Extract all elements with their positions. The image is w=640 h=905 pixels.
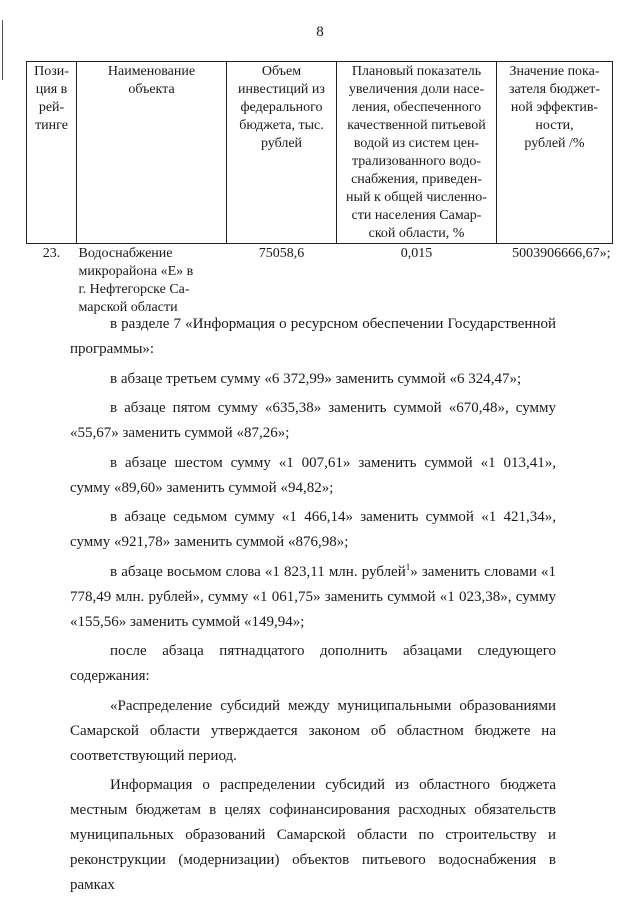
paragraph-abzac-8-start: в абзаце восьмом слова «1 823,11 млн. рублей: [110, 563, 406, 580]
header-position: Пози- ция в рей- тинге: [27, 62, 77, 244]
paragraph-abzac-8: [70, 560, 556, 635]
paragraph-abzac-3: в абзаце третьем сумму «6 372,99» заменить суммой «6 324,47»;: [110, 370, 522, 387]
paragraph-abzac-8-end: » заменить словами «1 778,49 млн. рублей», сумму «1 061,75» заменить суммой «1 023,38», сумму «155,56» заменить суммой «149,94»;: [70, 563, 556, 630]
page-number: 8: [316, 24, 324, 40]
paragraph-subsidy-information: Информация о распределении субсидий из областного бюджета местным бюджетам в целях софинансирования расходных обязательств муниципальных образований Самарской области по строительству и реконструкции (модернизации) объектов питьевого водоснабжения в рамках: [70, 777, 556, 893]
paragraph-abzac-5: в абзаце пятом сумму «635,38» заменить суммой «670,48», сумму «55,67» заменить суммой «87,26»;: [70, 400, 556, 441]
header-planned-indicator: Плановый показатель увеличения доли насе- ления, обеспеченного качественной питьевой водой из систем цен- трализованного водо- снабжения, приведен- ный к общей численно- сти населения Самар- ской области, %: [337, 62, 497, 244]
cell-planned-indicator: 0,015: [400, 246, 433, 261]
header-investment: Объем инвестиций из федерального бюджета, тыс. рублей: [227, 62, 337, 244]
paragraph-add-after-15: после абзаца пятнадцатого дополнить абзацами следующего содержания:: [70, 643, 556, 684]
document-body: [70, 312, 556, 903]
cell-efficiency: 5003906666,67»;: [512, 246, 611, 261]
cell-investment: 75058,6: [258, 246, 305, 261]
cell-position: 23.: [42, 246, 61, 261]
footnote-marker: 1: [405, 561, 411, 572]
paragraph-section-7: в разделе 7 «Информация о ресурсном обеспечении Государственной программы»:: [70, 316, 556, 357]
paragraph-subsidy-distribution: «Распределение субсидий между муниципальными образованиями Самарской области утверждается законом об областном бюджете на соответствующий период.: [70, 697, 556, 764]
table-row: [27, 244, 613, 318]
rating-table: [26, 61, 613, 317]
cell-object-name: Водоснабжение микрорайона «Е» в г. Нефтегорске Са- марской области: [78, 246, 194, 315]
paragraph-abzac-6: в абзаце шестом сумму «1 007,61» заменить суммой «1 013,41», сумму «89,60» заменить суммой «94,82»;: [70, 454, 556, 496]
paragraph-abzac-7: в абзаце седьмом сумму «1 466,14» заменить суммой «1 421,34», сумму «921,78» заменить суммой «876,98»;: [70, 509, 556, 550]
header-object-name: Наименование объекта: [77, 62, 227, 244]
header-efficiency: Значение пока- зателя бюджет- ной эффектив- ности, рублей /%: [497, 62, 613, 244]
table-header-row: [27, 62, 613, 244]
